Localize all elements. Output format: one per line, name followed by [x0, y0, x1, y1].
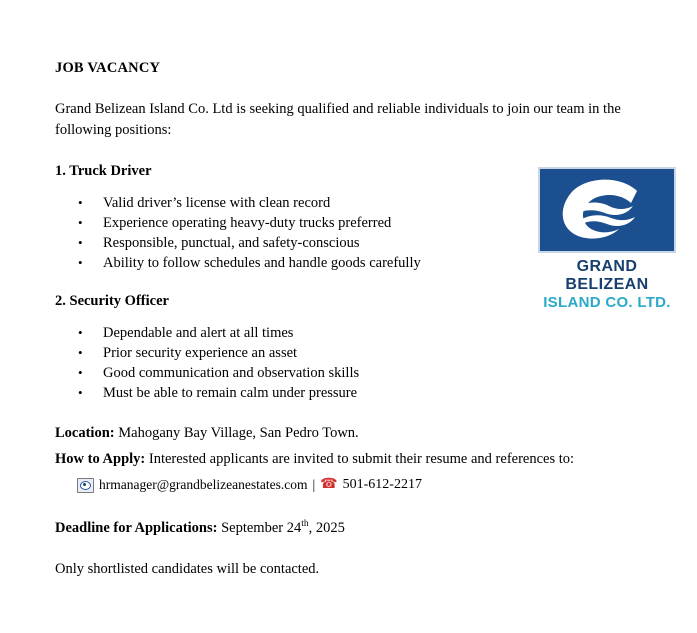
section-heading-truck-driver: 1. Truck Driver — [55, 163, 152, 179]
document-body — [55, 60, 655, 578]
how-to-apply-value: Interested applicants are invited to submit their resume and references to: — [145, 451, 575, 467]
list-item: • Ability to follow schedules and handle goods carefully — [55, 254, 655, 273]
logo-mark-icon — [538, 167, 676, 253]
location-label: Location: — [55, 425, 115, 441]
list-item: • Experience operating heavy-duty trucks preferred — [55, 214, 655, 233]
email-icon — [77, 478, 94, 493]
how-to-apply-line — [55, 449, 655, 469]
list-item: • Good communication and observation skills — [55, 364, 655, 383]
section-heading-security-officer: 2. Security Officer — [55, 293, 169, 309]
deadline-value: September 24 — [217, 519, 302, 536]
list-item: • Must be able to remain calm under pressure — [55, 384, 655, 403]
logo-text-line2: ISLAND CO. LTD. — [543, 294, 671, 311]
list-item: • Dependable and alert at all times — [55, 324, 655, 343]
phone-number[interactable]: 501-612-2217 — [342, 477, 422, 492]
how-to-apply-label: How to Apply: — [55, 451, 146, 467]
closing-note: Only shortlisted candidates will be contacted. — [55, 560, 320, 577]
logo-text-line1: GRAND BELIZEAN — [565, 258, 649, 293]
deadline-ordinal-suffix: th — [301, 519, 309, 529]
page-title: JOB VACANCY — [55, 60, 161, 76]
location-value: Mahogany Bay Village, San Pedro Town. — [114, 425, 359, 441]
wave-c-icon — [551, 179, 663, 241]
deadline-label: Deadline for Applications: — [55, 519, 218, 536]
intro-paragraph: Grand Belizean Island Co. Ltd is seeking qualified and reliable individuals to join our team in the following positions: — [55, 101, 621, 138]
phone-icon: ☎ — [320, 477, 338, 492]
deadline-line — [55, 519, 655, 537]
location-line — [55, 423, 655, 443]
requirements-list-security-officer — [55, 324, 655, 403]
email-address[interactable]: hrmanager@grandbelizeanestates.com — [99, 477, 308, 492]
deadline-year: , 2025 — [308, 519, 345, 536]
list-item: • Valid driver’s license with clean record — [55, 194, 655, 213]
company-logo — [538, 167, 676, 312]
list-item: • Prior security experience an asset — [55, 344, 655, 363]
separator: | — [312, 477, 316, 492]
list-item: • Responsible, punctual, and safety-conscious — [55, 234, 655, 253]
contact-line — [77, 475, 655, 495]
